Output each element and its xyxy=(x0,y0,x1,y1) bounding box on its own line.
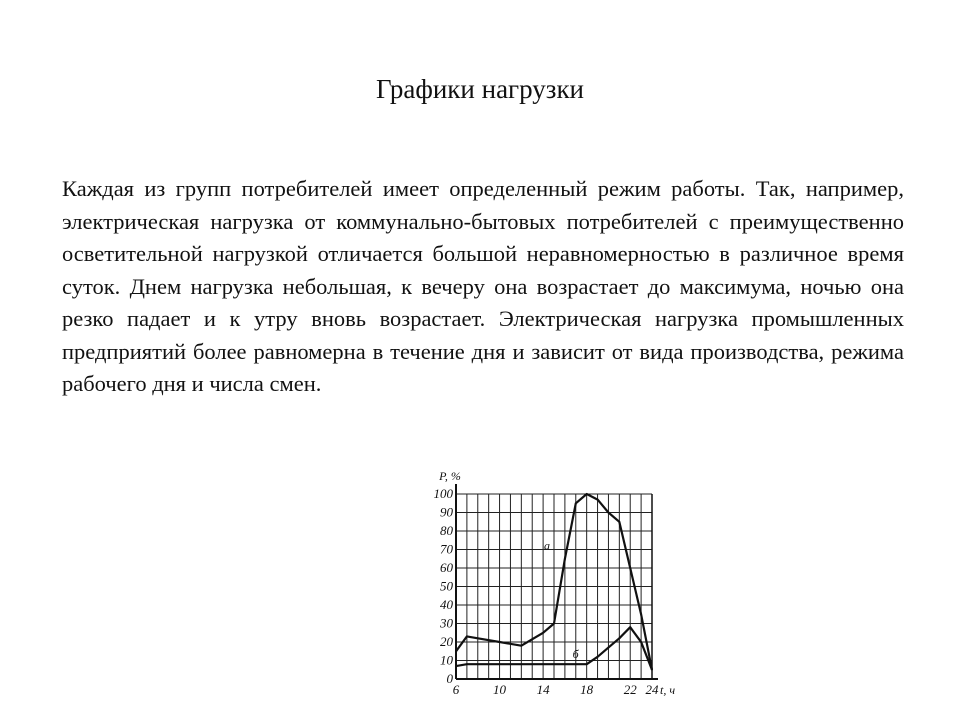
series-2-point xyxy=(640,641,642,643)
series-1-point xyxy=(586,493,588,495)
chart-grid xyxy=(456,494,652,679)
load-chart-svg xyxy=(412,462,684,702)
chart-axes xyxy=(456,484,658,679)
series-1-point xyxy=(619,521,621,523)
series-1-point xyxy=(553,623,555,625)
series-2-point xyxy=(597,656,599,658)
y-tick-label: 30 xyxy=(440,615,453,631)
series-1-point xyxy=(564,558,566,560)
y-tick-label: 10 xyxy=(440,652,453,668)
x-tick-label: 14 xyxy=(536,682,550,697)
series-1-point xyxy=(455,650,457,652)
y-tick-label: 0 xyxy=(446,671,453,686)
series-label-2: б xyxy=(572,647,579,662)
load-chart xyxy=(412,462,684,702)
series-1-point xyxy=(640,613,642,615)
y-tick-label: 20 xyxy=(440,634,453,649)
series-1-point xyxy=(575,502,577,504)
series-2-point xyxy=(477,663,479,665)
y-tick-label: 50 xyxy=(440,578,453,594)
series-1-point xyxy=(521,645,523,647)
x-tick-label: 10 xyxy=(493,682,507,697)
series-1-point xyxy=(542,632,544,634)
series-2-point xyxy=(499,663,501,665)
y-tick-label: 80 xyxy=(440,523,453,538)
x-tick-label: 24 xyxy=(645,682,659,697)
series-2-point xyxy=(521,663,523,665)
y-tick-label: 40 xyxy=(440,597,453,612)
slide-title: Графики нагрузки xyxy=(375,74,585,104)
series-1-point xyxy=(466,636,468,638)
x-tick-label: 18 xyxy=(580,682,594,697)
y-tick-label: 90 xyxy=(440,504,453,520)
series-1-point xyxy=(608,512,610,514)
x-tick-label: 22 xyxy=(623,682,637,697)
x-axis-label: t, ч xyxy=(660,683,676,697)
y-axis-label: P, % xyxy=(439,469,461,483)
body-paragraph: Каждая из групп потребителей имеет определенный режим работы. Так, например, электрическая нагрузка от коммунально-бытовых потребителей с преимущественно осветительной нагрузкой отличается большой неравномерностью в различное время суток. Днем нагрузка небольшая, к вечеру она возрастает до максимума, ночью она резко падает и к утру вновь возрастает. Электрическая нагрузка промышленных предприятий более равномерна в течение дня и зависит от вида производства, режима рабочего дня и числа смен. xyxy=(62,176,904,396)
series-2-point xyxy=(629,626,631,628)
series-1-point xyxy=(499,641,501,643)
series-2-point xyxy=(608,647,610,649)
series-1-point xyxy=(629,567,631,569)
series-2-point xyxy=(651,669,653,671)
series-2-point xyxy=(586,663,588,665)
series-2-point xyxy=(466,663,468,665)
series-label-1: a xyxy=(544,538,550,553)
series-2-point xyxy=(564,663,566,665)
y-tick-label: 60 xyxy=(440,560,453,575)
series-2-point xyxy=(542,663,544,665)
series-1-point xyxy=(477,638,479,640)
series-2-point xyxy=(455,665,457,667)
series-1-point xyxy=(597,499,599,501)
x-tick-label: 6 xyxy=(452,682,460,697)
y-tick-label: 70 xyxy=(440,541,453,557)
y-tick-label: 100 xyxy=(433,486,453,501)
series-2-point xyxy=(619,638,621,640)
